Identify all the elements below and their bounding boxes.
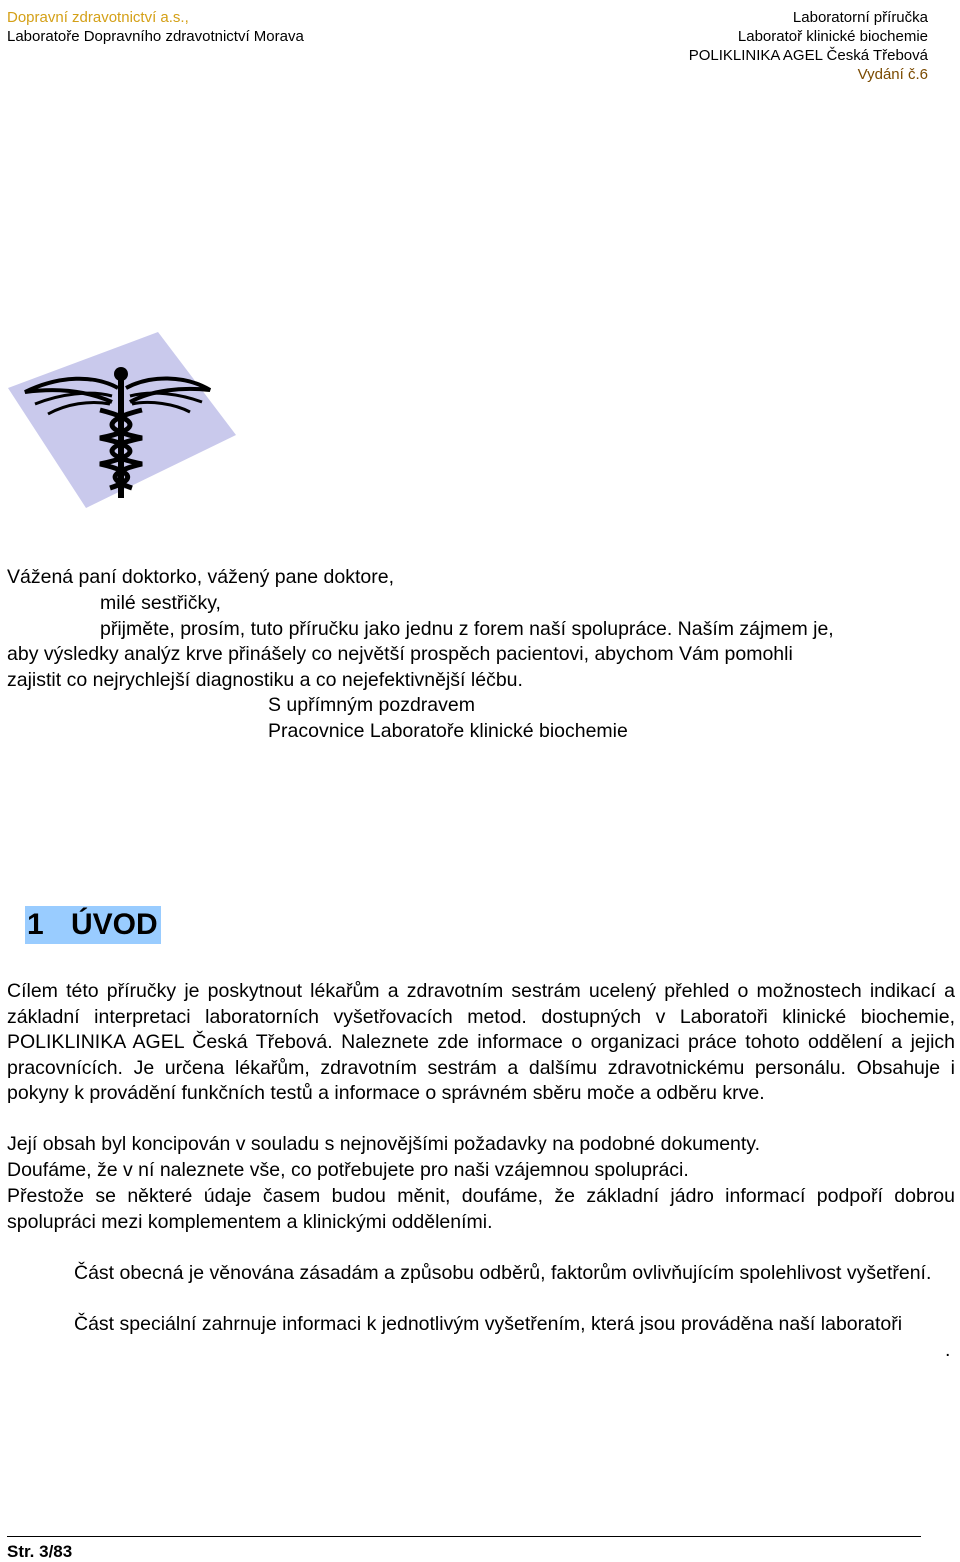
greeting-line-3: přijměte, prosím, tuto příručku jako jednu z forem naší spolupráce. Naším zájmem je, <box>100 618 834 640</box>
lab-name: Laboratoř klinické biochemie <box>737 28 928 45</box>
caduceus-icon <box>0 330 240 510</box>
body-paragraph-6 <box>7 1312 955 1338</box>
header-right <box>689 8 928 84</box>
body-paragraph-2: Její obsah byl koncipován v souladu s nejnovějšími požadavky na podobné dokumenty. <box>7 1133 761 1155</box>
section-heading <box>25 906 161 944</box>
clinic-name: POLIKLINIKA AGEL Česká Třebová <box>688 47 928 64</box>
greeting-line-5: zajistit co nejrychlejší diagnostiku a co nejefektivnější léčbu. <box>7 669 523 691</box>
greeting-line-1: Vážená paní doktorko, vážený pane doktore, <box>7 566 395 588</box>
body-paragraph-5: Část obecná je věnována zásadám a způsobu odběrů, faktorům ovlivňujícím spolehlivost vyšetření. <box>74 1262 932 1284</box>
section-number: 1 <box>27 908 44 941</box>
footer-divider <box>7 1536 921 1537</box>
edition: Vydání č.6 <box>857 66 928 83</box>
company-name: Dopravní zdravotnictví a.s., <box>7 9 189 26</box>
body-paragraph-6-text: Část speciální zahrnuje informaci k jednotlivým vyšetřením, která jsou prováděna naší laboratoři <box>74 1313 903 1335</box>
greeting-signature: Pracovnice Laboratoře klinické biochemie <box>268 720 628 742</box>
greeting-line-4: aby výsledky analýz krve přinášely co největší prospěch pacientovi, abychom Vám pomohli <box>7 643 793 665</box>
body-paragraph-3: Doufáme, že v ní naleznete vše, co potřebujete pro naši vzájemnou spolupráci. <box>7 1159 689 1181</box>
company-lab: Laboratoře Dopravního zdravotnictví Morava <box>7 28 304 45</box>
greeting-line-2: milé sestřičky, <box>100 592 221 614</box>
body-paragraph-1: Cílem této příručky je poskytnout lékařům a zdravotním sestrám ucelený přehled o možnostech indikací a základní interpretaci laboratorních vyšetřovacích metod. dostupných v Laboratoři klinické biochemie, POLIKLINIKA AGEL Česká Třebová. Naleznete zde informace o organizaci práce tohoto oddělení a jejich pracovnících. Je určena lékařům, zdravotním sestrám a dalšímu zdravotnickému personálu. Obsahuje i pokyny k provádění funkčních testů a informace o správném sběru moče a odběru krve. <box>7 980 955 1105</box>
section-title: ÚVOD <box>71 908 158 941</box>
body-paragraph-6-end: . <box>945 1339 951 1361</box>
greeting-closing: S upřímným pozdravem <box>268 694 475 716</box>
doc-title: Laboratorní příručka <box>792 9 928 26</box>
body-paragraph-4: Přestože se některé údaje časem budou měnit, doufáme, že základní jádro informací podpoří dobrou spolupráci mezi komplementem a klinickými odděleními. <box>7 1185 955 1233</box>
header-left <box>7 8 304 46</box>
page-number: Str. 3/83 <box>7 1542 73 1561</box>
